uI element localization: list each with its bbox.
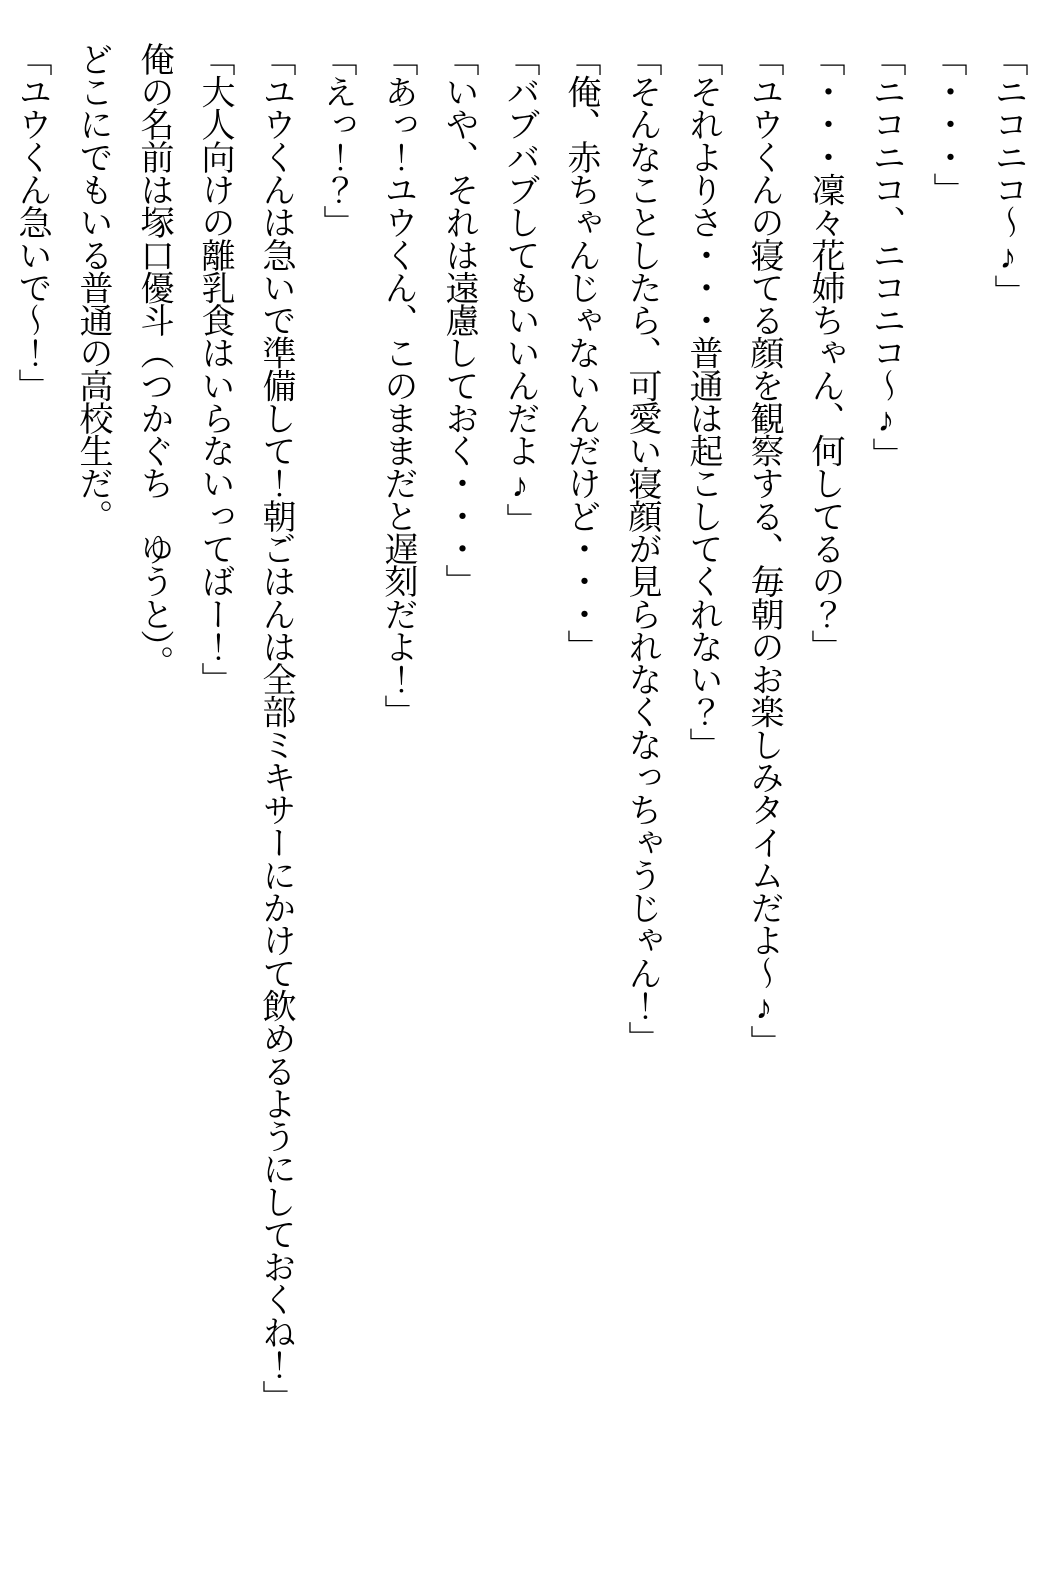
dialogue-line: 「・・・凜々花姉ちゃん、何してるの？」: [806, 42, 844, 663]
dialogue-line: 「大人向けの離乳食はいらないってばー！」: [196, 42, 234, 695]
dialogue-line: 「バブバブしてもいいんだよ♪」: [501, 42, 539, 536]
dialogue-line: 「そんなことしたら、可愛い寝顔が見られなくなっちゃうじゃん！」: [623, 42, 661, 1054]
dialogue-line: 「ユウくんは急いで準備して！朝ごはんは全部ミキサーにかけて飲めるようにしておくね！」: [257, 42, 295, 1413]
dialogue-line: 「えっ！？」: [318, 42, 356, 238]
dialogue-line: 「ニコニコ～♪」: [989, 42, 1027, 308]
dialogue-line: 「俺、赤ちゃんじゃないんだけど・・・」: [562, 42, 600, 663]
dialogue-line: 「いや、それは遠慮しておく・・・」: [440, 42, 478, 597]
dialogue-line: 「ユウくん急いで～！」: [13, 42, 51, 402]
dialogue-line: 「あっ！ユウくん、このままだと遅刻だよ！」: [379, 42, 417, 728]
dialogue-line: 「ニコニコ、ニコニコ～♪」: [867, 42, 905, 471]
narration-line: 俺の名前は塚口優斗（つかぐち ゆうと）。: [135, 42, 173, 678]
dialogue-line: 「・・・」: [928, 42, 966, 206]
dialogue-line: 「ユウくんの寝てる顔を観察する、毎朝のお楽しみタイムだよ～♪」: [745, 42, 783, 1058]
narration-line: どこにでもいる普通の高校生だ。: [74, 42, 112, 532]
dialogue-line: 「それよりさ・・・普通は起こしてくれない？」: [684, 42, 722, 761]
